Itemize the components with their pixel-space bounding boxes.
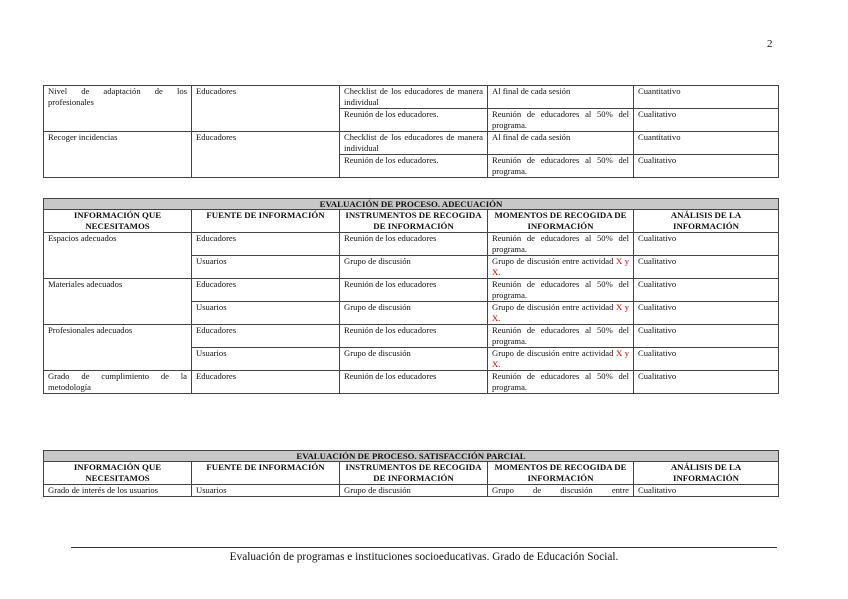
- analysis-cell: Cualitativo: [634, 485, 779, 497]
- moment-text: Grupo de discusión entre actividad: [492, 302, 614, 312]
- source-cell: Usuarios: [192, 485, 340, 497]
- table-row: [44, 86, 779, 109]
- info-cell: Recoger incidencias: [44, 132, 192, 178]
- moment-cell: [488, 256, 634, 279]
- instrument-cell: Reunión de los educadores.: [340, 109, 488, 132]
- table-row: [44, 485, 779, 497]
- instrument-cell: Grupo de discusión: [340, 256, 488, 279]
- moment-cell: Al final de cada sesión: [488, 132, 634, 155]
- moment-cell: Al final de cada sesión: [488, 86, 634, 109]
- source-cell: Usuarios: [192, 348, 340, 371]
- adecuacion-table: [43, 198, 779, 394]
- moment-cell: Grupo de discusión entre: [488, 485, 634, 497]
- page-number: 2: [767, 38, 773, 50]
- table-title: EVALUACIÓN DE PROCESO. SATISFACCIÓN PARCIAL: [44, 451, 779, 462]
- table-row: [44, 325, 779, 348]
- moment-text: Grupo de discusión entre actividad: [492, 256, 614, 266]
- table-title: EVALUACIÓN DE PROCESO. ADECUACIÓN: [44, 199, 779, 210]
- instrument-cell: Checklist de los educadores de manera individual: [340, 132, 488, 155]
- moment-cell: [488, 348, 634, 371]
- source-cell: Educadores: [192, 279, 340, 302]
- info-cell: Grado de cumplimiento de la metodología: [44, 371, 192, 394]
- table-row: [44, 132, 779, 155]
- continued-evaluation-table: [43, 85, 779, 178]
- header-info: INFORMACIÓN QUE NECESITAMOS: [44, 210, 192, 233]
- instrument-cell: Reunión de los educadores: [340, 325, 488, 348]
- analysis-cell: Cualitativo: [634, 302, 779, 325]
- moment-cell: Reunión de educadores al 50% del programa.: [488, 371, 634, 394]
- source-cell: Educadores: [192, 86, 340, 132]
- analysis-cell: Cualitativo: [634, 348, 779, 371]
- analysis-cell: Cualitativo: [634, 371, 779, 394]
- satisfaccion-table: [43, 450, 779, 497]
- instrument-cell: Reunión de los educadores: [340, 233, 488, 256]
- table-row: [44, 233, 779, 256]
- instrument-cell: Reunión de los educadores: [340, 371, 488, 394]
- moment-cell: Reunión de educadores al 50% del programa.: [488, 233, 634, 256]
- instrument-cell: Checklist de los educadores de manera individual: [340, 86, 488, 109]
- header-info: INFORMACIÓN QUE NECESITAMOS: [44, 462, 192, 485]
- info-cell: Grado de interés de los usuarios: [44, 485, 192, 497]
- info-cell: Espacios adecuados: [44, 233, 192, 279]
- info-cell: Profesionales adecuados: [44, 325, 192, 371]
- header-instrument: INSTRUMENTOS DE RECOGIDA DE INFORMACIÓN: [340, 462, 488, 485]
- source-cell: Educadores: [192, 325, 340, 348]
- footer-divider: [71, 547, 777, 548]
- placeholder-text: X y X.: [492, 348, 629, 369]
- analysis-cell: Cualitativo: [634, 256, 779, 279]
- analysis-cell: Cuantitativo: [634, 132, 779, 155]
- table-row: [44, 279, 779, 302]
- analysis-cell: Cualitativo: [634, 279, 779, 302]
- instrument-cell: Reunión de los educadores: [340, 279, 488, 302]
- moment-text: Grupo de discusión entre actividad: [492, 348, 614, 358]
- source-cell: Educadores: [192, 371, 340, 394]
- info-cell: Nivel de adaptación de los profesionales: [44, 86, 192, 132]
- source-cell: Educadores: [192, 132, 340, 178]
- header-instrument: INSTRUMENTOS DE RECOGIDA DE INFORMACIÓN: [340, 210, 488, 233]
- instrument-cell: Grupo de discusión: [340, 348, 488, 371]
- moment-cell: Reunión de educadores al 50% del programa.: [488, 279, 634, 302]
- page-footer: Evaluación de programas e instituciones socioeducativas. Grado de Educación Social.: [229, 551, 619, 563]
- header-analysis: ANÁLISIS DE LA INFORMACIÓN: [634, 210, 779, 233]
- analysis-cell: Cualitativo: [634, 109, 779, 132]
- placeholder-text: X y X.: [492, 302, 629, 323]
- instrument-cell: Reunión de los educadores.: [340, 155, 488, 178]
- header-analysis: ANÁLISIS DE LA INFORMACIÓN: [634, 462, 779, 485]
- instrument-cell: Grupo de discusión: [340, 485, 488, 497]
- instrument-cell: Grupo de discusión: [340, 302, 488, 325]
- source-cell: Educadores: [192, 233, 340, 256]
- source-cell: Usuarios: [192, 256, 340, 279]
- analysis-cell: Cualitativo: [634, 155, 779, 178]
- moment-cell: Reunión de educadores al 50% del programa.: [488, 109, 634, 132]
- moment-cell: [488, 302, 634, 325]
- moment-cell: Reunión de educadores al 50% del programa.: [488, 155, 634, 178]
- info-cell: Materiales adecuados: [44, 279, 192, 325]
- analysis-cell: Cualitativo: [634, 233, 779, 256]
- placeholder-text: X y X.: [492, 256, 629, 277]
- analysis-cell: Cuantitativo: [634, 86, 779, 109]
- header-source: FUENTE DE INFORMACIÓN: [192, 462, 340, 485]
- header-moment: MOMENTOS DE RECOGIDA DE INFORMACIÓN: [488, 462, 634, 485]
- source-cell: Usuarios: [192, 302, 340, 325]
- analysis-cell: Cualitativo: [634, 325, 779, 348]
- header-source: FUENTE DE INFORMACIÓN: [192, 210, 340, 233]
- header-moment: MOMENTOS DE RECOGIDA DE INFORMACIÓN: [488, 210, 634, 233]
- moment-cell: Reunión de educadores al 50% del programa.: [488, 325, 634, 348]
- table-row: [44, 371, 779, 394]
